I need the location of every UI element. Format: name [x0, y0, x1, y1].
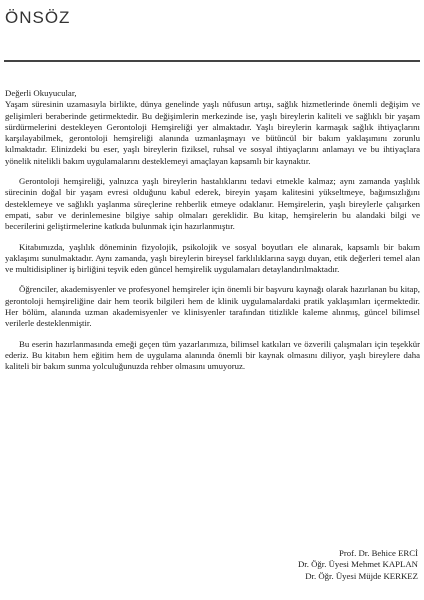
page-title: ÖNSÖZ: [5, 8, 71, 27]
title-divider: [4, 60, 420, 62]
signature-line: Prof. Dr. Behice ERCİ: [339, 548, 418, 558]
signature-line: Dr. Öğr. Üyesi Müjde KERKEZ: [305, 570, 418, 581]
paragraph: Öğrenciler, akademisyenler ve profesyonel hemşireler için önemli bir başvuru kaynağı olarak hazırlanan bu kitap, gerontoloji hemşireliğine dair hem teorik bilgileri hem de klinik uygulamalardaki pratik yaklaşımları içermektedir. Her bölüm, alanında uzman akademisyenler ve klinisyenler tarafından titizlikle kaleme alınmış, güncel bilimsel verilerle desteklenmiştir.: [5, 284, 420, 329]
paragraph: Yaşam süresinin uzamasıyla birlikte, dünya genelinde yaşlı nüfusun artışı, sağlık hizmetlerinde önemli değişim ve gelişimleri beraberinde getirmektedir. Bu değişimlerin merkezinde ise, yaşlı bireylerin kaliteli ve sağlıklı bir yaşam sürdürmelerini destekleyen Gerontoloji Hemşireliği yer almaktadır. Yaşlı bireylerin karmaşık sağlık ihtiyaçlarını karşılayabilmek, gerontoloji hemşireliği alanında uzmanlaşmayı ve bütüncül bir bakım yaklaşımını zorunlu kılmaktadır. Elinizdeki bu eser, yaşlı bireylerin fiziksel, ruhsal ve sosyal ihtiyaçlarını anlamayı ve bu ihtiyaçlara yönelik nitelikli bakım uygulamalarını desteklemeyi amaçlayan kapsamlı bir kaynaktır.: [5, 99, 420, 166]
paragraph: Kitabımızda, yaşlılık döneminin fizyolojik, psikolojik ve sosyal boyutları ele alınarak, kapsamlı bir bakım yaklaşımı sunulmaktadır. Aynı zamanda, yaşlı bireylerin bireysel farklılıklarına saygı duyan, etik değerleri temel alan ve multidisipliner iş birliğini teşvik eden güncel hemşirelik uygulamaları detaylandırılmaktadır.: [5, 241, 420, 275]
paragraph: Bu eserin hazırlanmasında emeği geçen tüm yazarlarımıza, bilimsel katkıları ve özverili çalışmaları için teşekkür ederiz. Bu kitabın hem eğitim hem de uygulama alanında önemli bir kaynak olmasını diliyor, yaşlı bireylere daha kaliteli bir bakım sunma yolculuğunuzda rehber olmasını umuyoruz.: [5, 338, 420, 372]
signature-line: Dr. Öğr. Üyesi Mehmet KAPLAN: [297, 559, 418, 570]
paragraph: Gerontoloji hemşireliği, yalnızca yaşlı bireylerin hastalıklarını tedavi etmekle kalmaz; aynı zamanda yaşlılık sürecinin doğal bir yaşam evresi olduğunu kabul ederek, bireyin yaşam kalitesini yükseltmeye, bağımsızlığını desteklemeye ve sağlıklı yaşlanma süreçlerine rehberlik etmeye odaklanır. Hemşirelerin, yaşlı bireylerle çalışırken empati, sabır ve derinlemesine bilgiye sahip olmaları gereklidir. Bu kitap, hemşirelerin bu alandaki bilgi ve becerilerini geliştirmelerine katkıda bulunmak için hazırlanmıştır.: [5, 176, 420, 232]
signature-block: [298, 548, 418, 582]
greeting: Değerli Okuyucular,: [5, 88, 77, 98]
preface-body: [5, 88, 420, 382]
